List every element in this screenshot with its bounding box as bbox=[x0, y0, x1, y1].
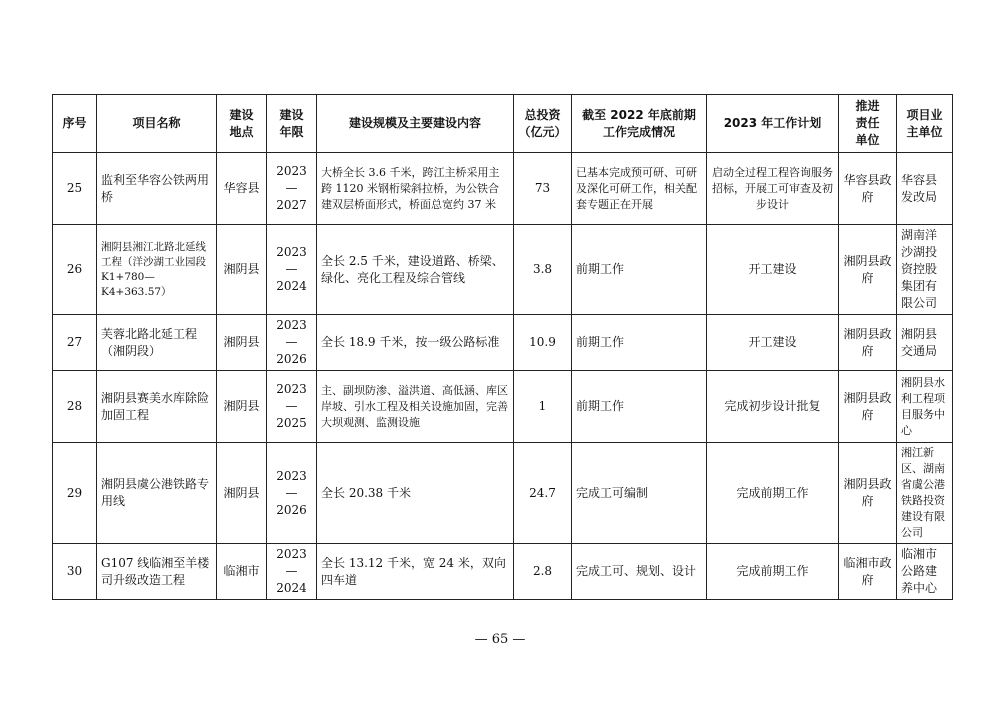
cell-name: 监利至华容公铁两用桥 bbox=[97, 153, 217, 225]
cell-years: 2023—2024 bbox=[267, 544, 317, 600]
header-unit: 推进 责任 单位 bbox=[839, 95, 897, 153]
cell-investment: 3.8 bbox=[514, 225, 572, 315]
cell-plan: 完成初步设计批复 bbox=[707, 371, 839, 443]
cell-no: 25 bbox=[53, 153, 97, 225]
page-number: — 65 — bbox=[474, 632, 526, 647]
cell-years: 2023—2024 bbox=[267, 225, 317, 315]
cell-owner: 湘江新区、湖南省虞公港铁路投资建设有限公司 bbox=[897, 443, 953, 544]
cell-no: 28 bbox=[53, 371, 97, 443]
cell-no: 29 bbox=[53, 443, 97, 544]
cell-name: 湘阴县湘江北路北延线工程（洋沙湖工业园段 K1+780—K4+363.57） bbox=[97, 225, 217, 315]
cell-no: 27 bbox=[53, 315, 97, 371]
project-table bbox=[52, 94, 953, 600]
cell-owner: 湖南洋沙湖投资控股集团有限公司 bbox=[897, 225, 953, 315]
cell-content: 全长 2.5 千米，建设道路、桥梁、绿化、亮化工程及综合管线 bbox=[317, 225, 514, 315]
cell-content: 主、副坝防渗、溢洪道、高低涵、库区岸坡、引水工程及相关设施加固，完善大坝观测、监测设施 bbox=[317, 371, 514, 443]
cell-plan: 启动全过程工程咨询服务招标，开展工可审查及初步设计 bbox=[707, 153, 839, 225]
cell-status: 前期工作 bbox=[572, 315, 707, 371]
cell-plan: 完成前期工作 bbox=[707, 544, 839, 600]
cell-content: 全长 20.38 千米 bbox=[317, 443, 514, 544]
cell-status: 完成工可、规划、设计 bbox=[572, 544, 707, 600]
cell-investment: 73 bbox=[514, 153, 572, 225]
cell-investment: 2.8 bbox=[514, 544, 572, 600]
cell-name: 湘阴县虞公港铁路专用线 bbox=[97, 443, 217, 544]
cell-owner: 湘阴县水利工程项目服务中心 bbox=[897, 371, 953, 443]
cell-location: 华容县 bbox=[217, 153, 267, 225]
table-row bbox=[53, 544, 953, 600]
cell-status: 前期工作 bbox=[572, 371, 707, 443]
cell-location: 湘阴县 bbox=[217, 443, 267, 544]
cell-location: 湘阴县 bbox=[217, 371, 267, 443]
cell-location: 湘阴县 bbox=[217, 315, 267, 371]
cell-content: 全长 18.9 千米，按一级公路标准 bbox=[317, 315, 514, 371]
cell-investment: 24.7 bbox=[514, 443, 572, 544]
table-row bbox=[53, 153, 953, 225]
header-plan: 2023 年工作计划 bbox=[707, 95, 839, 153]
cell-status: 前期工作 bbox=[572, 225, 707, 315]
cell-status: 已基本完成预可研、可研及深化可研工作，相关配套专题正在开展 bbox=[572, 153, 707, 225]
cell-no: 26 bbox=[53, 225, 97, 315]
cell-years: 2023—2025 bbox=[267, 371, 317, 443]
cell-content: 全长 13.12 千米，宽 24 米，双向四车道 bbox=[317, 544, 514, 600]
header-no: 序号 bbox=[53, 95, 97, 153]
cell-unit: 湘阴县政府 bbox=[839, 225, 897, 315]
cell-owner: 湘阴县交通局 bbox=[897, 315, 953, 371]
cell-owner: 华容县发改局 bbox=[897, 153, 953, 225]
header-years: 建设 年限 bbox=[267, 95, 317, 153]
cell-unit: 华容县政府 bbox=[839, 153, 897, 225]
cell-plan: 开工建设 bbox=[707, 225, 839, 315]
cell-years: 2023—2026 bbox=[267, 315, 317, 371]
cell-status: 完成工可编制 bbox=[572, 443, 707, 544]
cell-plan: 完成前期工作 bbox=[707, 443, 839, 544]
cell-unit: 湘阴县政府 bbox=[839, 371, 897, 443]
cell-unit: 临湘市政府 bbox=[839, 544, 897, 600]
header-investment: 总投资 （亿元） bbox=[514, 95, 572, 153]
cell-no: 30 bbox=[53, 544, 97, 600]
header-status: 截至 2022 年底前期 工作完成情况 bbox=[572, 95, 707, 153]
cell-years: 2023—2027 bbox=[267, 153, 317, 225]
header-content: 建设规模及主要建设内容 bbox=[317, 95, 514, 153]
header-name: 项目名称 bbox=[97, 95, 217, 153]
cell-name: 湘阴县赛美水库除险加固工程 bbox=[97, 371, 217, 443]
table-row bbox=[53, 315, 953, 371]
cell-investment: 1 bbox=[514, 371, 572, 443]
table-row bbox=[53, 225, 953, 315]
cell-unit: 湘阴县政府 bbox=[839, 443, 897, 544]
cell-name: 芙蓉北路北延工程（湘阴段） bbox=[97, 315, 217, 371]
cell-location: 湘阴县 bbox=[217, 225, 267, 315]
cell-years: 2023—2026 bbox=[267, 443, 317, 544]
cell-location: 临湘市 bbox=[217, 544, 267, 600]
table-row bbox=[53, 443, 953, 544]
table-header-row bbox=[53, 95, 953, 153]
header-owner: 项目业 主单位 bbox=[897, 95, 953, 153]
cell-plan: 开工建设 bbox=[707, 315, 839, 371]
cell-investment: 10.9 bbox=[514, 315, 572, 371]
cell-unit: 湘阴县政府 bbox=[839, 315, 897, 371]
cell-name: G107 线临湘至羊楼司升级改造工程 bbox=[97, 544, 217, 600]
cell-owner: 临湘市公路建养中心 bbox=[897, 544, 953, 600]
table-row bbox=[53, 371, 953, 443]
cell-content: 大桥全长 3.6 千米，跨江主桥采用主跨 1120 米钢桁梁斜拉桥，为公铁合建双层桥面形式，桥面总宽约 37 米 bbox=[317, 153, 514, 225]
header-location: 建设 地点 bbox=[217, 95, 267, 153]
